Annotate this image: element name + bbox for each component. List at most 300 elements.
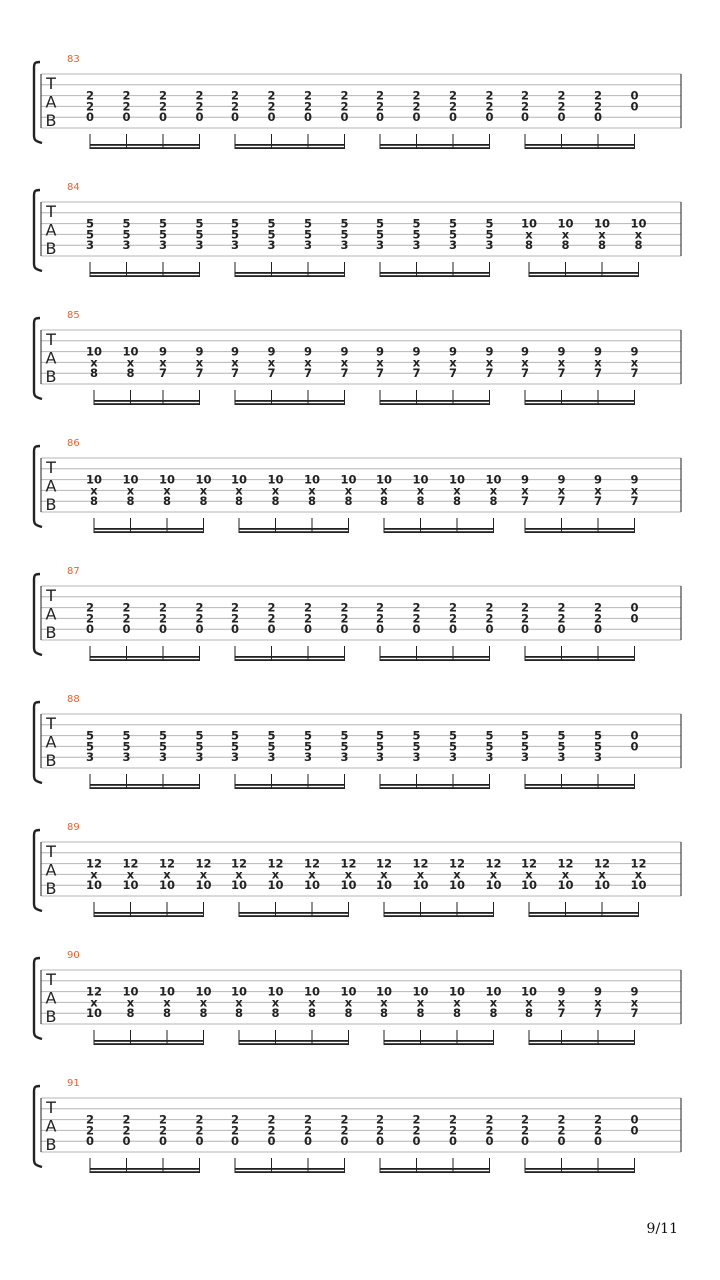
fret-number: 5 [448,216,458,231]
fret-number: 10 [122,984,139,999]
fret-number: x [304,355,312,370]
fret-number: 2 [340,611,349,626]
fret-number: 2 [195,99,204,114]
fret-number: 10 [412,472,429,487]
fret-number: 0 [267,1134,276,1149]
fret-number: 0 [195,1134,204,1149]
fret-number: 9 [448,344,458,359]
fret-number: 3 [520,750,530,765]
fret-number: 5 [303,227,313,242]
fret-number: 3 [412,238,421,253]
fret-number: x [90,867,98,882]
fret-number: 7 [303,366,313,381]
beam-1 [90,144,201,146]
fret-number: 7 [448,366,458,381]
beam-1 [529,272,640,274]
fret-number: 2 [267,1123,276,1138]
fret-number: 10 [267,472,284,487]
fret-number: 0 [267,110,276,125]
beam-2 [235,1171,346,1173]
fret-number: 10 [122,472,139,487]
fret-number: 2 [593,88,603,103]
fret-number: 0 [195,110,204,125]
fret-number: 5 [557,728,566,743]
fret-number: 3 [195,238,204,253]
fret-number: 2 [557,88,566,103]
fret-number: 5 [485,728,494,743]
beam-1 [380,656,491,658]
fret-number: 12 [557,856,574,871]
beam-2 [525,787,636,789]
fret-number: 9 [340,344,349,359]
beam-2 [380,787,491,789]
beam-1 [235,144,346,146]
fret-number: 8 [307,1006,317,1021]
fret-number: 2 [122,600,131,615]
fret-number: 5 [85,227,95,242]
fret-number: 0 [230,110,240,125]
fret-number: 7 [593,494,603,509]
fret-number: 5 [520,728,530,743]
fret-number: 3 [85,750,95,765]
fret-number: 10 [520,878,538,893]
beam-1 [235,656,346,658]
fret-number: 2 [485,611,494,626]
fret-number: x [453,867,461,882]
fret-number: 2 [375,1123,385,1138]
fret-number: x [308,867,316,882]
fret-number: 2 [158,600,168,615]
fret-number: 0 [520,622,530,637]
tab-clef-letter: B [45,1007,57,1026]
fret-number: x [594,355,602,370]
fret-number: 9 [593,344,603,359]
fret-number: 9 [557,472,566,487]
fret-number: x [416,867,425,882]
fret-number: 0 [630,88,639,103]
fret-number: x [376,355,384,370]
tab-clef-letter: B [45,751,57,770]
fret-number: 3 [448,238,458,253]
tab-clef-letter: A [45,476,57,496]
fret-number: 10 [375,472,393,487]
fret-number: 12 [412,856,429,871]
fret-number: x [634,227,643,242]
beam-1 [94,528,205,530]
fret-number: 2 [520,1123,530,1138]
fret-number: 2 [122,611,131,626]
beam-2 [529,1043,636,1045]
beam-1 [384,912,495,914]
fret-number: 10 [520,216,538,231]
fret-number: 5 [485,216,494,231]
fret-number: 7 [520,494,530,509]
fret-number: 2 [593,600,603,615]
fret-number: x [235,995,243,1010]
fret-number: 10 [303,472,321,487]
fret-number: 0 [485,622,494,637]
fret-number: 0 [340,622,349,637]
fret-number: 9 [630,344,639,359]
fret-number: 2 [485,99,494,114]
fret-number: x [126,995,135,1010]
fret-number: 0 [630,728,639,743]
beam-1 [90,272,201,274]
fret-number: 3 [485,750,494,765]
fret-number: 3 [230,750,240,765]
fret-number: 8 [271,494,280,509]
fret-number: 2 [303,611,313,626]
fret-number: 12 [375,856,393,871]
fret-number: 3 [375,750,385,765]
fret-number: 8 [271,1006,280,1021]
fret-number: 0 [122,110,131,125]
fret-number: x [380,867,388,882]
fret-number: 0 [85,622,95,637]
fret-number: 9 [485,344,494,359]
fret-number: x [521,483,529,498]
fret-number: 5 [195,728,204,743]
fret-number: 3 [412,750,421,765]
fret-number: 2 [122,88,131,103]
fret-number: 3 [158,238,168,253]
fret-number: 5 [230,728,240,743]
fret-number: 5 [448,728,458,743]
fret-number: x [90,995,98,1010]
fret-number: 8 [634,238,643,253]
tab-clef-letter: B [45,495,57,514]
fret-number: 2 [230,1112,240,1127]
fret-number: 2 [303,99,313,114]
fret-number: 2 [340,1112,349,1127]
fret-number: 8 [126,1006,135,1021]
fret-number: 0 [85,1134,95,1149]
fret-number: 0 [375,1134,385,1149]
fret-number: 10 [593,878,611,893]
fret-number: 0 [122,1134,131,1149]
tab-clef-letter: T [46,842,56,861]
fret-number: 8 [89,494,99,509]
fret-number: 0 [630,1112,639,1127]
fret-number: 0 [520,1134,530,1149]
fret-number: 10 [375,984,393,999]
tab-clef-letter: T [46,586,56,605]
fret-number: 2 [195,1112,204,1127]
fret-number: 2 [448,600,458,615]
fret-number: 0 [158,110,168,125]
fret-number: 3 [122,238,131,253]
fret-number: 10 [303,984,321,999]
fret-number: 8 [162,494,172,509]
fret-number: 2 [520,88,530,103]
fret-number: x [412,355,421,370]
fret-number: 5 [195,227,204,242]
fret-number: 9 [230,344,240,359]
fret-number: x [485,355,494,370]
fret-number: 0 [630,739,639,754]
fret-number: 5 [485,227,494,242]
fret-number: 7 [593,1006,603,1021]
fret-number: 2 [448,88,458,103]
beam-1 [239,528,350,530]
fret-number: x [594,995,602,1010]
fret-number: x [344,867,353,882]
beam-1 [235,784,346,786]
beam-1 [235,272,346,274]
fret-number: 9 [375,344,385,359]
fret-number: 2 [303,88,313,103]
fret-number: x [235,867,243,882]
beam-2 [90,659,201,661]
fret-number: 0 [520,110,530,125]
fret-number: 0 [195,622,204,637]
fret-number: 9 [195,344,204,359]
fret-number: 2 [158,99,168,114]
fret-number: 2 [340,88,349,103]
fret-number: 0 [557,110,566,125]
fret-number: 2 [412,99,421,114]
fret-number: 8 [597,238,607,253]
tab-clef-letter: A [45,604,57,624]
fret-number: 9 [412,344,421,359]
tab-clef-letter: A [45,348,57,368]
fret-number: 5 [195,739,204,754]
fret-number: 2 [375,99,385,114]
fret-number: 8 [561,238,570,253]
fret-number: 5 [448,739,458,754]
fret-number: x [380,995,388,1010]
fret-number: x [525,995,533,1010]
beam-1 [94,1040,205,1042]
beam-1 [94,400,201,402]
fret-number: 5 [122,216,131,231]
beam-2 [94,531,205,533]
fret-number: 2 [267,88,276,103]
fret-number: x [521,355,529,370]
fret-number: 7 [195,366,204,381]
fret-number: 10 [122,344,139,359]
fret-number: 12 [85,856,103,871]
fret-number: 2 [448,1112,458,1127]
fret-number: 2 [122,1112,131,1127]
fret-number: 8 [379,1006,389,1021]
beam-1 [90,784,201,786]
fret-number: 2 [557,611,566,626]
fret-number: 2 [303,1112,313,1127]
beam-1 [239,1040,350,1042]
fret-number: 7 [630,366,639,381]
fret-number: 2 [557,600,566,615]
fret-number: 9 [520,472,530,487]
fret-number: 2 [520,600,530,615]
fret-number: x [380,483,388,498]
beam-1 [525,528,636,530]
fret-number: x [449,355,457,370]
beam-2 [380,275,491,277]
fret-number: 0 [340,1134,349,1149]
fret-number: x [195,355,204,370]
fret-number: 12 [230,856,248,871]
fret-number: 2 [520,611,530,626]
fret-number: 10 [448,984,466,999]
fret-number: 12 [485,856,502,871]
fret-number: x [561,227,570,242]
fret-number: x [489,995,498,1010]
fret-number: 8 [524,238,534,253]
beam-1 [235,400,346,402]
measure-number: 90 [67,950,80,961]
beam-2 [380,403,491,405]
fret-number: 3 [230,238,240,253]
fret-number: 5 [340,227,349,242]
fret-number: 8 [199,494,208,509]
fret-number: 2 [85,600,95,615]
fret-number: 12 [520,856,538,871]
fret-number: x [630,995,639,1010]
fret-number: x [90,355,98,370]
fret-number: 2 [195,600,204,615]
beam-1 [529,1040,636,1042]
fret-number: 10 [412,984,429,999]
fret-number: x [557,483,566,498]
fret-number: 0 [340,110,349,125]
fret-number: 2 [158,1112,168,1127]
fret-number: 5 [340,216,349,231]
fret-number: 10 [375,878,393,893]
fret-number: x [163,483,171,498]
fret-number: 2 [303,1123,313,1138]
fret-number: 5 [557,739,566,754]
fret-number: 0 [448,110,458,125]
beam-2 [525,659,636,661]
fret-number: 10 [158,984,176,999]
fret-number: 3 [340,238,349,253]
beam-2 [529,915,640,917]
fret-number: x [199,867,208,882]
fret-number: 2 [195,88,204,103]
fret-number: 3 [122,750,131,765]
measure-number: 89 [67,822,80,833]
beam-2 [90,1171,201,1173]
fret-number: 2 [485,600,494,615]
fret-number: 10 [230,878,248,893]
beam-2 [235,659,346,661]
fret-number: 7 [158,366,168,381]
fret-number: x [199,483,208,498]
fret-number: 10 [485,984,502,999]
fret-number: 3 [485,238,494,253]
tab-clef-letter: T [46,202,56,221]
fret-number: 2 [593,1112,603,1127]
fret-number: 9 [267,344,276,359]
beam-2 [94,403,201,405]
fret-number: 8 [489,494,498,509]
beam-1 [525,784,636,786]
fret-number: 10 [230,472,248,487]
fret-number: 0 [485,110,494,125]
fret-number: 5 [593,728,603,743]
fret-number: 5 [122,728,131,743]
fret-number: 10 [630,878,647,893]
fret-number: 2 [520,1112,530,1127]
fret-number: 10 [340,472,357,487]
fret-number: x [163,995,171,1010]
fret-number: 12 [448,856,466,871]
measure-number: 86 [67,438,80,449]
fret-number: 10 [630,216,647,231]
tab-clef-letter: A [45,732,57,752]
fret-number: 2 [412,88,421,103]
fret-number: 5 [267,227,276,242]
fret-number: 5 [375,216,385,231]
fret-number: x [271,483,280,498]
fret-number: 0 [230,1134,240,1149]
beam-2 [235,275,346,277]
fret-number: 3 [158,750,168,765]
beam-2 [380,659,491,661]
fret-number: 9 [303,344,313,359]
beam-2 [235,147,346,149]
beam-1 [380,400,491,402]
fret-number: 2 [230,99,240,114]
measure-number: 85 [67,310,80,321]
fret-number: 5 [230,216,240,231]
measure-number: 87 [67,566,80,577]
fret-number: 10 [557,878,574,893]
fret-number: 5 [195,216,204,231]
fret-number: 5 [448,227,458,242]
fret-number: x [634,867,643,882]
fret-number: 8 [344,494,353,509]
fret-number: 2 [375,88,385,103]
fret-number: 2 [158,1123,168,1138]
tab-clef-letter: B [45,367,57,386]
fret-number: 10 [158,878,176,893]
fret-number: 2 [412,1112,421,1127]
fret-number: 5 [85,739,95,754]
fret-number: 9 [520,344,530,359]
fret-number: 5 [340,739,349,754]
fret-number: x [199,995,208,1010]
fret-number: 2 [85,1123,95,1138]
beam-1 [90,656,201,658]
fret-number: 5 [158,216,168,231]
beam-1 [529,912,640,914]
fret-number: 8 [307,494,317,509]
fret-number: 3 [340,750,349,765]
tab-clef-letter: T [46,714,56,733]
fret-number: 0 [485,1134,494,1149]
tab-clef-letter: A [45,860,57,880]
fret-number: 3 [267,750,276,765]
tab-clef-letter: T [46,970,56,989]
fret-number: 2 [485,88,494,103]
fret-number: x [416,483,425,498]
fret-number: 10 [195,984,212,999]
fret-number: 2 [340,99,349,114]
fret-number: 2 [412,1123,421,1138]
fret-number: x [344,483,353,498]
fret-number: 2 [412,611,421,626]
fret-number: 0 [593,1134,603,1149]
fret-number: 2 [85,611,95,626]
fret-number: 10 [267,984,284,999]
fret-number: 2 [485,1112,494,1127]
fret-number: x [231,355,239,370]
fret-number: x [489,867,498,882]
fret-number: 5 [230,739,240,754]
fret-number: 8 [234,1006,244,1021]
